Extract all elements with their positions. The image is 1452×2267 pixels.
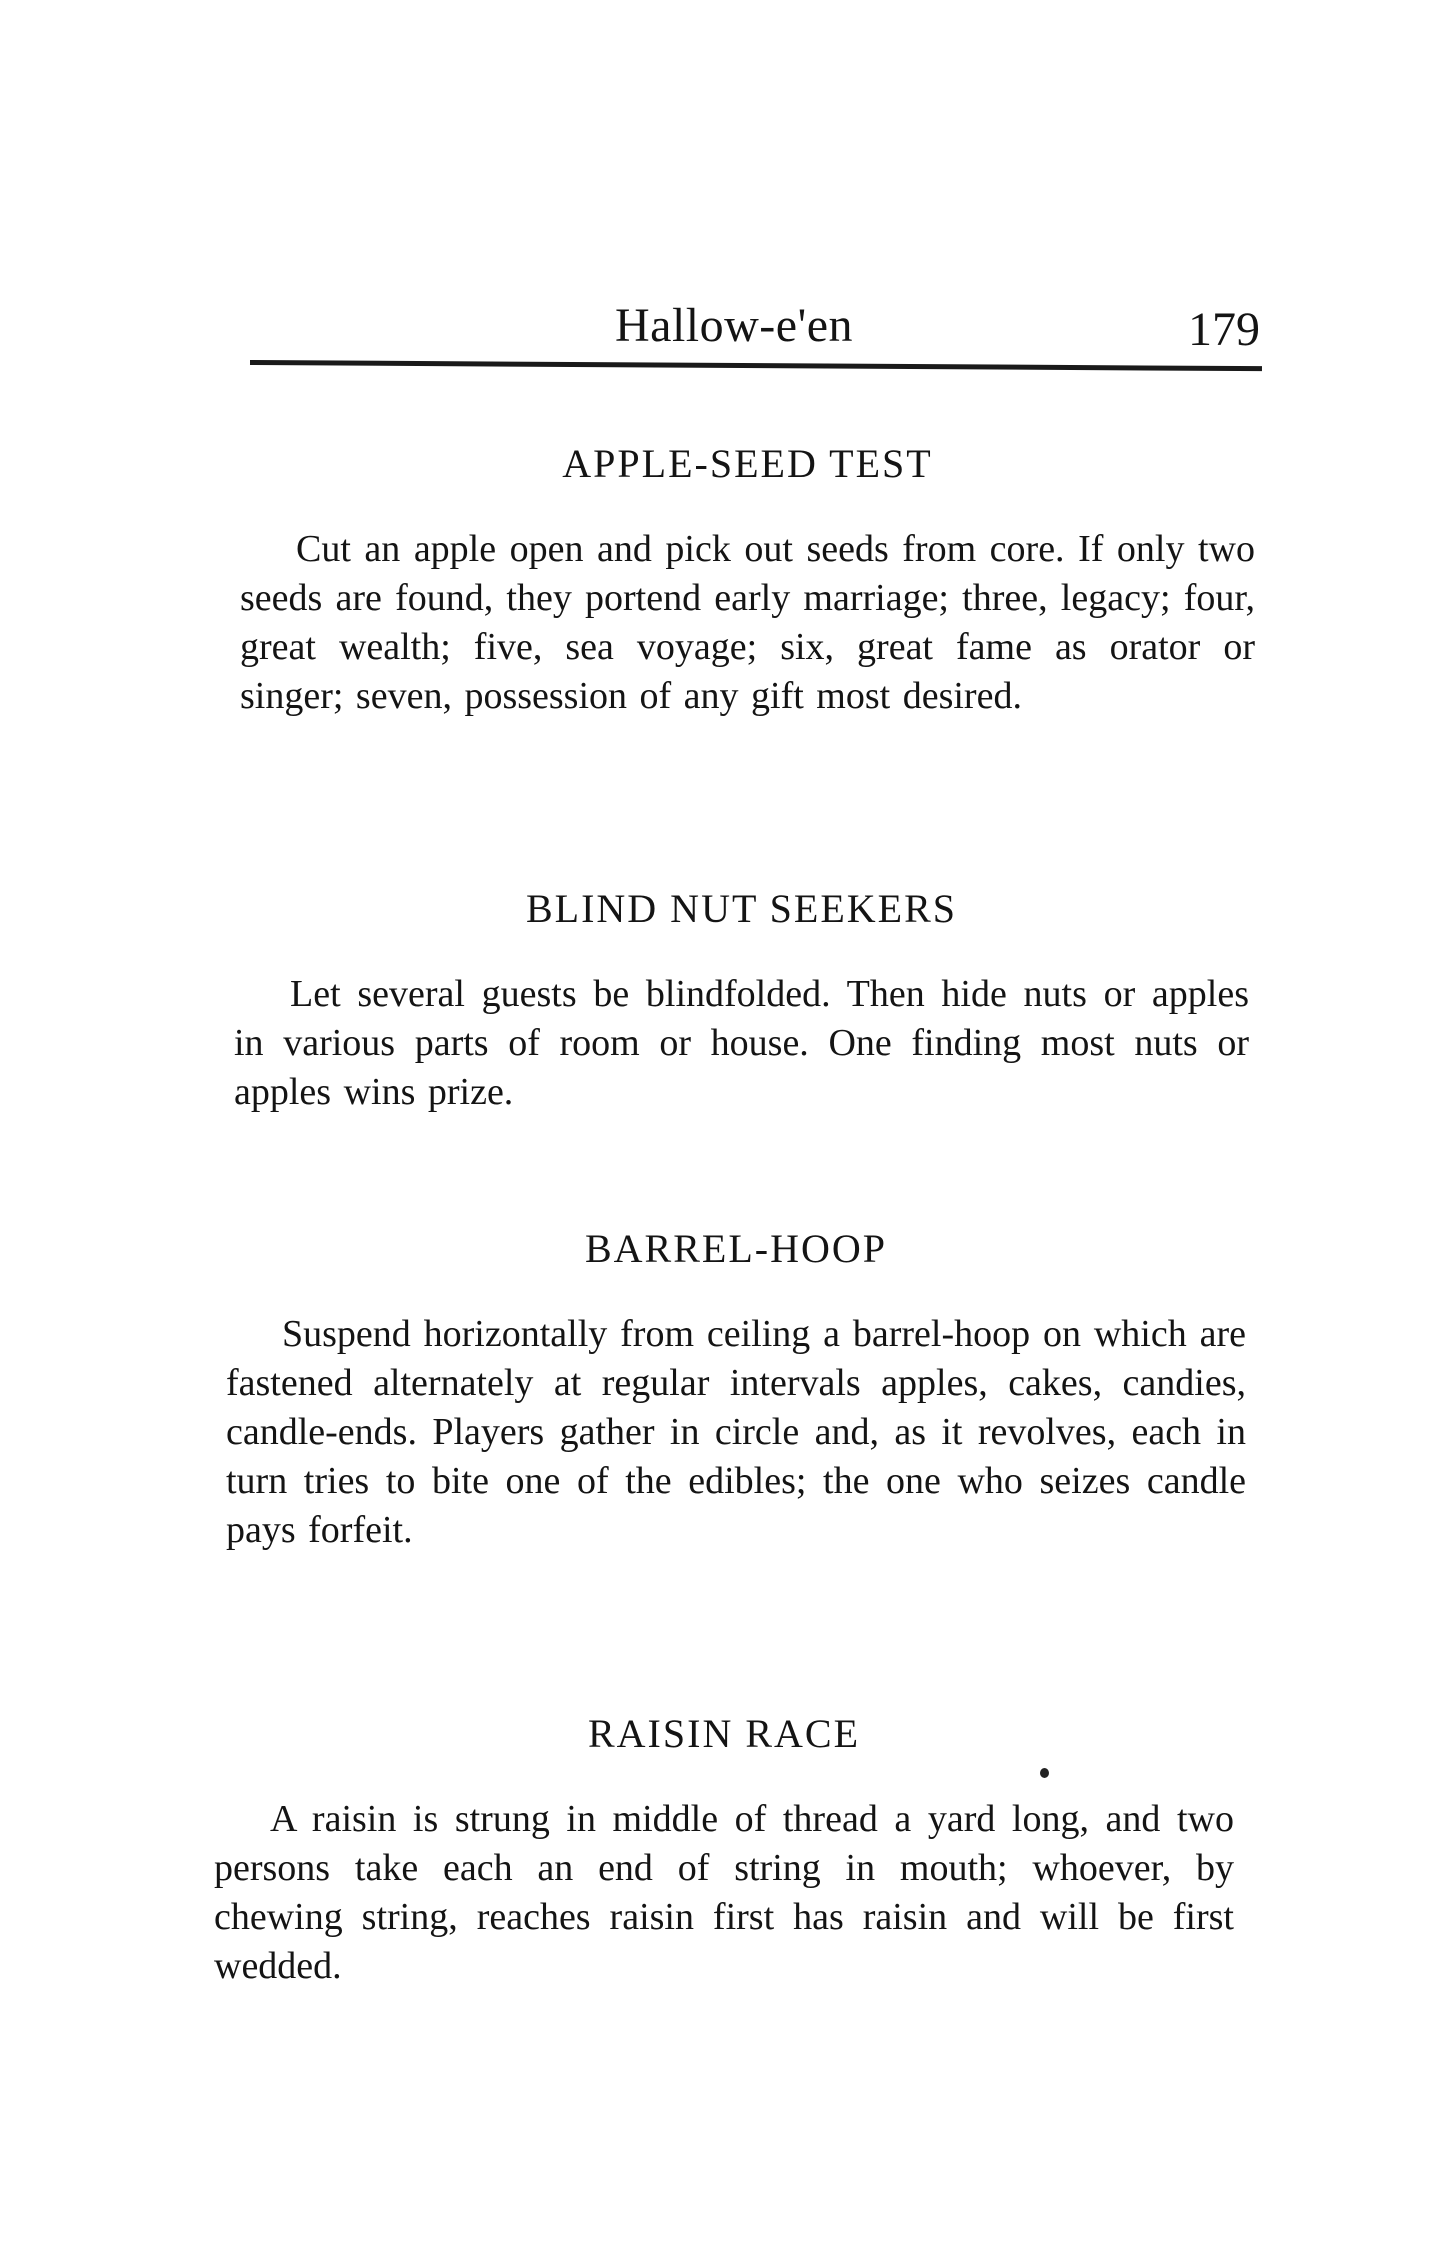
section-body: A raisin is strung in middle of thread a yard long, and two persons take each an end of string in mouth; whoever, by chewing string, reaches raisin first has raisin and will be first wedded. — [214, 1798, 1234, 1987]
section-body: Let several guests be blindfolded. Then hide nuts or apples in various parts of room or house. One finding most nuts or apples wins prize. — [234, 973, 1249, 1113]
section-apple-seed-test — [240, 440, 1255, 721]
header-rule — [250, 360, 1262, 371]
section-title: APPLE-SEED TEST — [562, 441, 933, 486]
running-head — [250, 290, 1260, 360]
section-raisin-race — [214, 1710, 1234, 1991]
section-title: BARREL-HOOP — [584, 1226, 888, 1271]
section-body: Cut an apple open and pick out seeds from core. If only two seeds are found, they portend early marriage; three, legacy; four, great wealth; five, sea voyage; six, great fame as orator or singer; seven, possession of any gift most desired. — [240, 528, 1255, 717]
section-title: RAISIN RACE — [587, 1711, 861, 1756]
section-title: BLIND NUT SEEKERS — [525, 886, 958, 931]
page-number: 179 — [1188, 303, 1260, 356]
section-barrel-hoop — [226, 1225, 1246, 1555]
section-body: Suspend horizontally from ceiling a barrel-hoop on which are fastened alternately at regular intervals apples, cakes, candies, candle-ends. Players gather in circle and, as it revolves, each in turn tries to bite one of the edibles; the one who seizes candle pays forfeit. — [226, 1313, 1246, 1551]
section-blind-nut-seekers — [234, 885, 1249, 1117]
ink-speck — [1040, 1768, 1049, 1778]
running-head-title: Hallow-e'en — [615, 299, 854, 352]
